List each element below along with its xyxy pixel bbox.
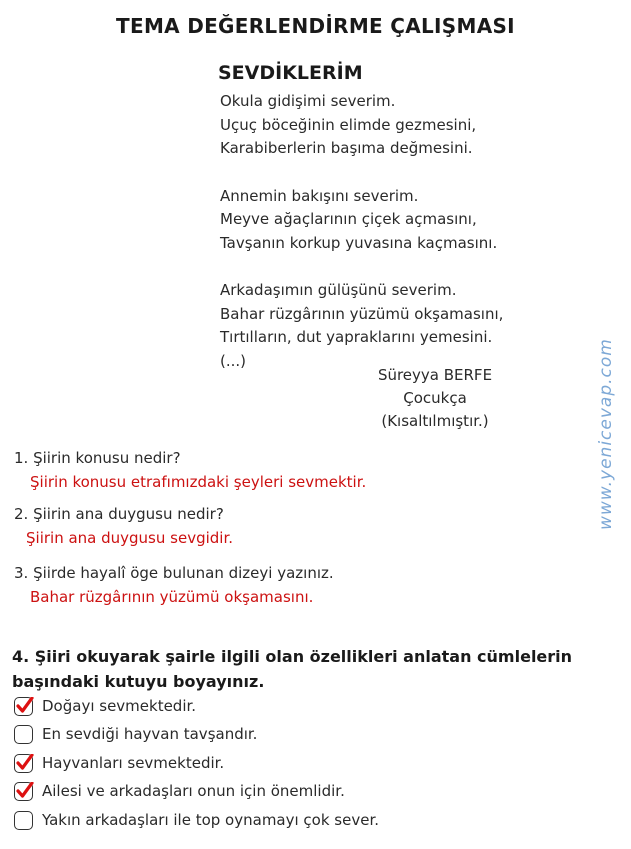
checkbox[interactable] — [14, 754, 33, 773]
poem-line: Bahar rüzgârının yüzümü okşamasını, — [220, 304, 504, 323]
option-label: Doğayı sevmektedir. — [42, 697, 197, 715]
option-item[interactable] — [14, 695, 196, 717]
poem-line: Karabiberlerin başıma değmesini. — [220, 139, 473, 157]
question-2: 2. Şiirin ana duygusu nedir? — [14, 505, 224, 523]
poem-author: Süreyya BERFE — [377, 366, 493, 384]
poem-line: Tavşanın korkup yuvasına kaçmasını. — [220, 233, 498, 252]
check-icon — [16, 697, 34, 715]
poem-attribution — [340, 364, 530, 433]
poem-stanza — [220, 279, 503, 373]
poem-note: (Kısaltılmıştır.) — [381, 412, 489, 430]
question-4: 4. Şiiri okuyarak şairle ilgili olan özellikleri anlatan cümlelerin başındaki kutuyu boyayınız. — [12, 647, 573, 691]
option-label: En sevdiği hayvan tavşandır. — [42, 725, 258, 743]
option-item[interactable] — [14, 780, 345, 802]
poem-line: Arkadaşımın gülüşünü severim. — [220, 281, 457, 299]
poem-line: Uçuç böceğinin elimde gezmesini, — [220, 115, 477, 134]
poem-line: Annemin bakışını severim. — [220, 186, 419, 205]
checkbox[interactable] — [14, 782, 33, 801]
question-1: 1. Şiirin konusu nedir? — [14, 449, 181, 467]
answer-1: Şiirin konusu etrafımızdaki şeyleri sevmektir. — [30, 473, 367, 491]
poem-line: (...) — [220, 351, 247, 370]
poem-title: SEVDİKLERİM — [218, 62, 363, 84]
poem-body — [220, 90, 503, 397]
checkbox[interactable] — [14, 811, 33, 830]
page-title: TEMA DEĞERLENDİRME ÇALIŞMASI — [116, 14, 515, 38]
question-3: 3. Şiirde hayalî öge bulunan dizeyi yazınız. — [14, 564, 334, 582]
option-label: Ailesi ve arkadaşları onun için önemlidir. — [42, 782, 345, 800]
option-item[interactable] — [14, 723, 257, 745]
poem-line: Tırtılların, dut yapraklarını yemesini. — [220, 328, 493, 346]
poem-stanza — [220, 90, 503, 161]
poem-line: Meyve ağaçlarının çiçek açmasını, — [220, 210, 477, 228]
option-item[interactable] — [14, 752, 224, 774]
poem-line: Okula gidişimi severim. — [220, 92, 396, 110]
checkbox[interactable] — [14, 725, 33, 744]
poem-stanza — [220, 185, 503, 256]
checkbox[interactable] — [14, 697, 33, 716]
option-label: Yakın arkadaşları ile top oynamayı çok sever. — [42, 811, 380, 829]
check-icon — [16, 754, 34, 772]
watermark: www.yenicevap.com — [596, 338, 616, 530]
option-item[interactable] — [14, 809, 379, 831]
option-label: Hayvanları sevmektedir. — [42, 754, 225, 772]
answer-2: Şiirin ana duygusu sevgidir. — [26, 529, 234, 547]
answer-3: Bahar rüzgârının yüzümü okşamasını. — [30, 588, 314, 606]
check-icon — [16, 782, 34, 800]
poem-book: Çocukça — [403, 389, 467, 407]
